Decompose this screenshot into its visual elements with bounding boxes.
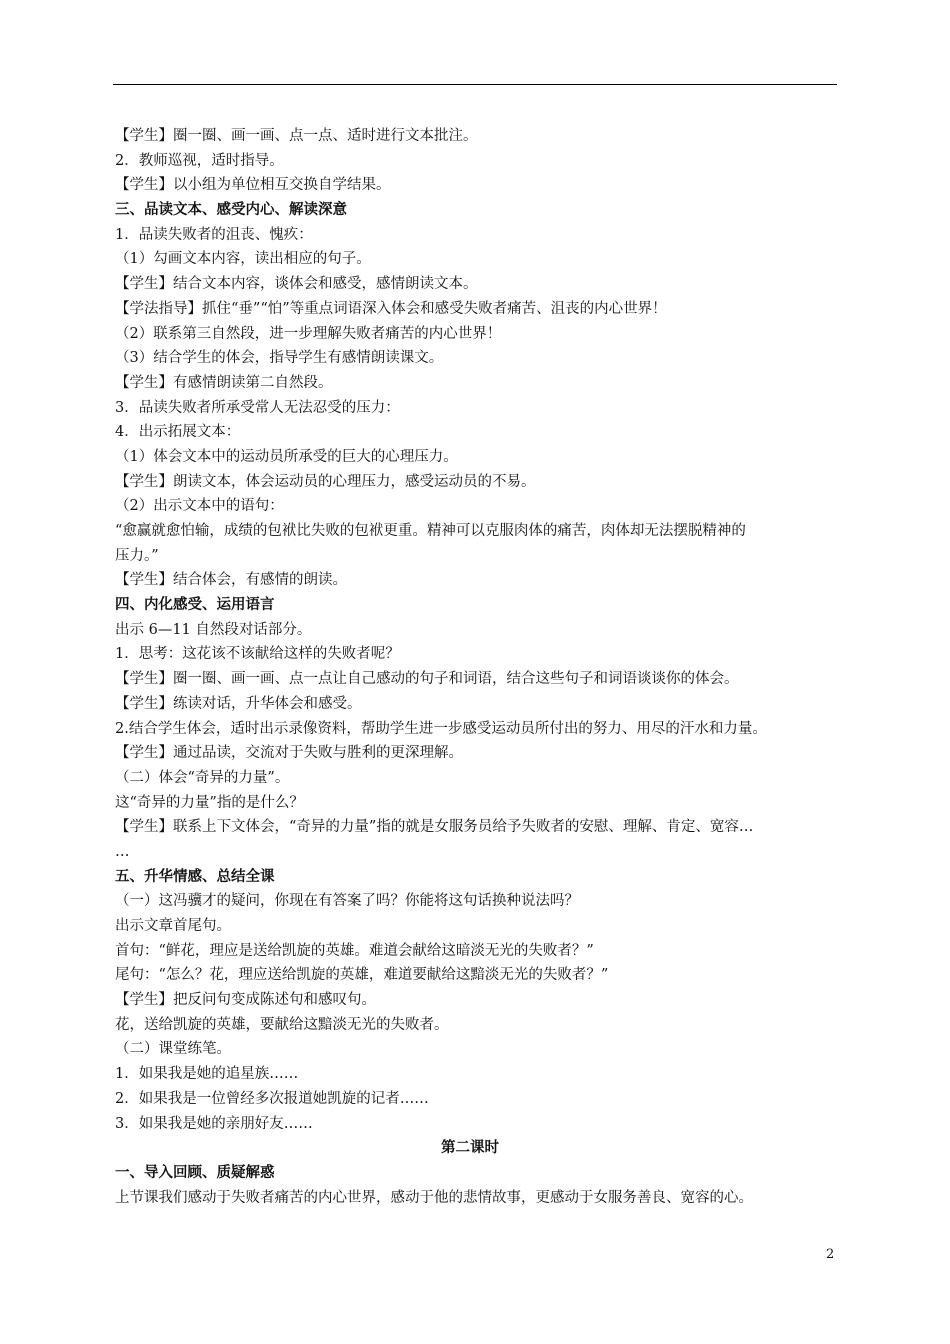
text-line: 【学生】联系上下文体会，“奇异的力量”指的就是女服务员给予失败者的安慰、理解、肯定、宽容… bbox=[115, 819, 754, 836]
text-line: 【学生】圈一圈、画一画、点一点、适时进行文本批注。 bbox=[115, 128, 478, 144]
page-number: 2 bbox=[826, 1247, 835, 1262]
text-line: “愈赢就愈怕输，成绩的包袱比失败的包袱更重。精神可以克服肉体的痛苦，肉体却无法摆脱精神的 bbox=[115, 523, 746, 539]
text-line: 出示文章首尾句。 bbox=[115, 918, 231, 934]
text-line: 【学生】把反问句变成陈述句和感叹句。 bbox=[115, 992, 376, 1009]
text-line: … bbox=[115, 843, 130, 860]
text-line: 【学生】圈一圈、画一画、点一点让自己感动的句子和词语，结合这些句子和词语谈谈你的体会。 bbox=[115, 671, 739, 688]
text-line: 【学生】结合文本内容，谈体会和感受，感情朗读文本。 bbox=[115, 276, 478, 293]
text-line: 2.结合学生体会，适时出示录像资料，帮助学生进一步感受运动员所付出的努力、用尽的汗水和力量。 bbox=[115, 720, 767, 737]
text-line: 2．如果我是一位曾经多次报道她凯旋的记者…… bbox=[115, 1090, 429, 1107]
section-heading: 四、内化感受、运用语言 bbox=[115, 596, 275, 614]
text-line: （二）课堂练笔。 bbox=[115, 1041, 231, 1058]
text-line: （3）结合学生的体会，指导学生有感情朗读课文。 bbox=[115, 350, 444, 367]
section-heading: 五、升华情感、总结全课 bbox=[115, 867, 275, 885]
text-line: 首句：“鲜花，理应是送给凯旋的英雄。难道会献给这暗淡无光的失败者？” bbox=[115, 942, 594, 959]
text-line: 【学生】以小组为单位相互交换自学结果。 bbox=[115, 177, 391, 194]
text-line: （2）联系第三自然段，进一步理解失败者痛苦的内心世界！ bbox=[115, 325, 502, 342]
section-heading: 一、导入回顾、质疑解惑 bbox=[115, 1163, 275, 1181]
lesson-title: 第二课时 bbox=[441, 1139, 499, 1157]
text-line: 1．如果我是她的追星族…… bbox=[115, 1066, 299, 1083]
text-line: 压力。” bbox=[115, 547, 159, 564]
text-line: 【学生】通过品读，交流对于失败与胜利的更深理解。 bbox=[115, 745, 463, 762]
text-line: 1．品读失败者的沮丧、愧疚： bbox=[115, 226, 313, 243]
text-line: 【学生】朗读文本，体会运动员的心理压力，感受运动员的不易。 bbox=[115, 473, 536, 490]
text-line: 【学生】结合体会，有感情的朗读。 bbox=[115, 572, 347, 589]
text-line: 1．思考：这花该不该献给这样的失败者呢？ bbox=[115, 646, 400, 663]
text-line: 【学生】有感情朗读第二自然段。 bbox=[115, 374, 333, 391]
text-line: 4．出示拓展文本： bbox=[115, 424, 241, 441]
text-line: （二）体会“奇异的力量”。 bbox=[115, 769, 290, 786]
text-line: 2．教师巡视，适时指导。 bbox=[115, 152, 284, 169]
document-body bbox=[115, 124, 850, 1210]
text-line: 【学法指导】抓住“垂”“怕”等重点词语深入体会和感受失败者痛苦、沮丧的内心世界！ bbox=[115, 300, 667, 317]
text-line: 这“奇异的力量”指的是什么？ bbox=[115, 794, 304, 811]
text-line: （1）体会文本中的运动员所承受的巨大的心理压力。 bbox=[115, 448, 458, 465]
text-line: 上节课我们感动于失败者痛苦的内心世界，感动于他的悲情故事，更感动于女服务善良、宽容的心。 bbox=[115, 1189, 753, 1206]
text-line: （一）这冯骥才的疑问，你现在有答案了吗？你能将这句话换种说法吗？ bbox=[115, 893, 579, 910]
text-line: 3．品读失败者所承受常人无法忍受的压力： bbox=[115, 399, 400, 416]
text-line: （1）勾画文本内容，读出相应的句子。 bbox=[115, 251, 371, 268]
text-line: （2）出示文本中的语句： bbox=[115, 498, 284, 515]
section-heading: 三、品读文本、感受内心、解读深意 bbox=[115, 201, 347, 219]
text-line: 出示 6—11 自然段对话部分。 bbox=[115, 621, 312, 638]
text-line: 尾句：“怎么？花，理应送给凯旋的英雄，难道要献给这黯淡无光的失败者？” bbox=[115, 967, 609, 984]
text-line: 3．如果我是她的亲朋好友…… bbox=[115, 1115, 313, 1132]
text-line: 花，送给凯旋的英雄，要献给这黯淡无光的失败者。 bbox=[115, 1016, 449, 1033]
text-line: 【学生】练读对话，升华体会和感受。 bbox=[115, 695, 362, 712]
header-rule bbox=[113, 84, 837, 85]
